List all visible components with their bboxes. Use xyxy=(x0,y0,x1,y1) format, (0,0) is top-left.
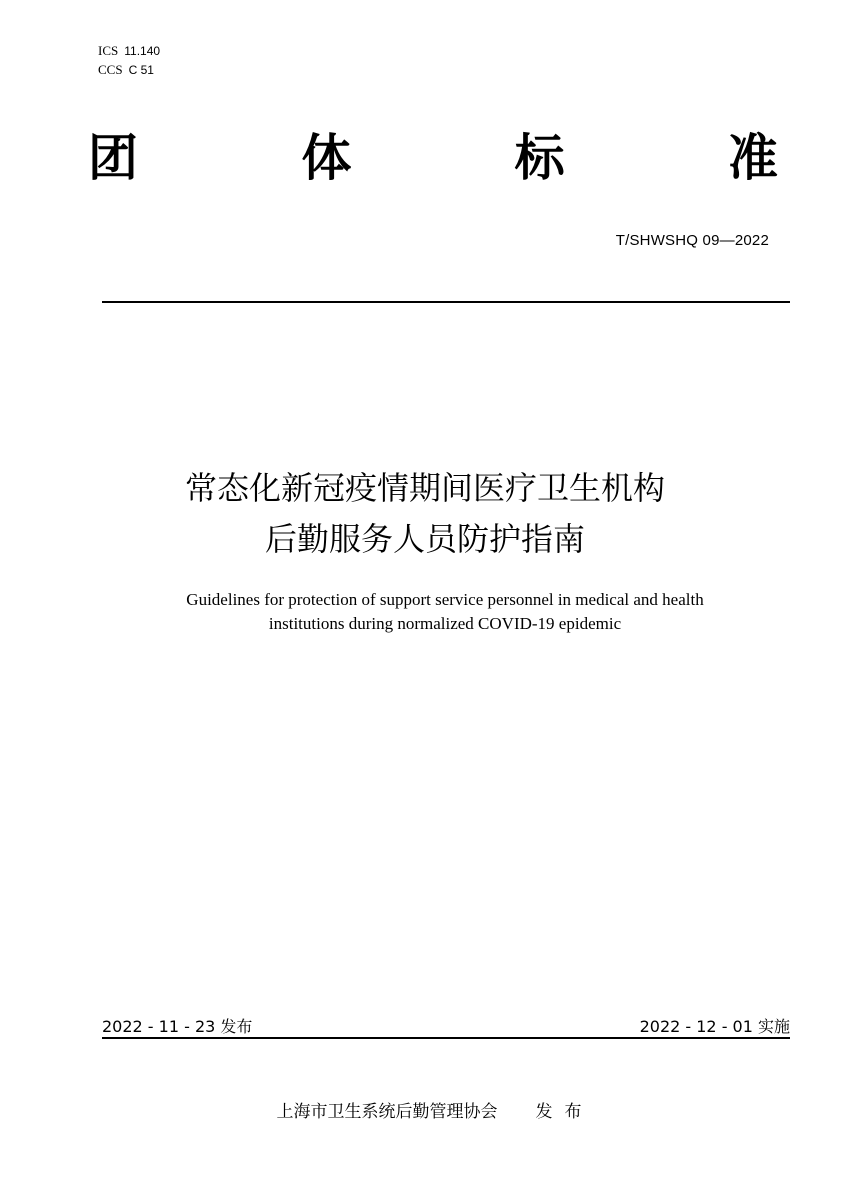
standard-type-heading xyxy=(88,128,778,188)
ics-label: ICS xyxy=(98,43,119,58)
standard-number: T/SHWSHQ 09—2022 xyxy=(615,232,769,249)
title-zh-line-2: 后勤服务人员防护指南 xyxy=(264,520,585,558)
ics-value: 11.140 xyxy=(124,44,161,58)
title-zh-line-1: 常态化新冠疫情期间医疗卫生机构 xyxy=(184,469,665,507)
title-en-line-2: institutions during normalized COVID-19 epidemic xyxy=(268,614,622,633)
standard-type-char-3: 标 xyxy=(514,129,565,187)
top-divider xyxy=(102,301,790,303)
bottom-divider xyxy=(102,1037,790,1039)
effective-date: 2022 - 12 - 01 实施 xyxy=(639,1017,790,1036)
issue-date: 2022 - 11 - 23 发布 xyxy=(102,1017,253,1036)
title-en-line-1: Guidelines for protection of support service personnel in medical and health xyxy=(186,590,704,609)
standard-type-char-1: 团 xyxy=(88,129,138,187)
publisher-action: 发布 xyxy=(535,1102,594,1122)
publisher-name: 上海市卫生系统后勤管理协会 xyxy=(276,1102,498,1122)
ics-line xyxy=(98,42,160,61)
standard-type-char-4: 准 xyxy=(727,129,778,187)
standard-type-char-2: 体 xyxy=(301,129,352,187)
ccs-line xyxy=(98,61,160,80)
ccs-value: C 51 xyxy=(128,63,154,77)
publisher-line xyxy=(0,1097,850,1122)
ccs-label: CCS xyxy=(98,62,123,77)
classification-block xyxy=(98,42,160,80)
